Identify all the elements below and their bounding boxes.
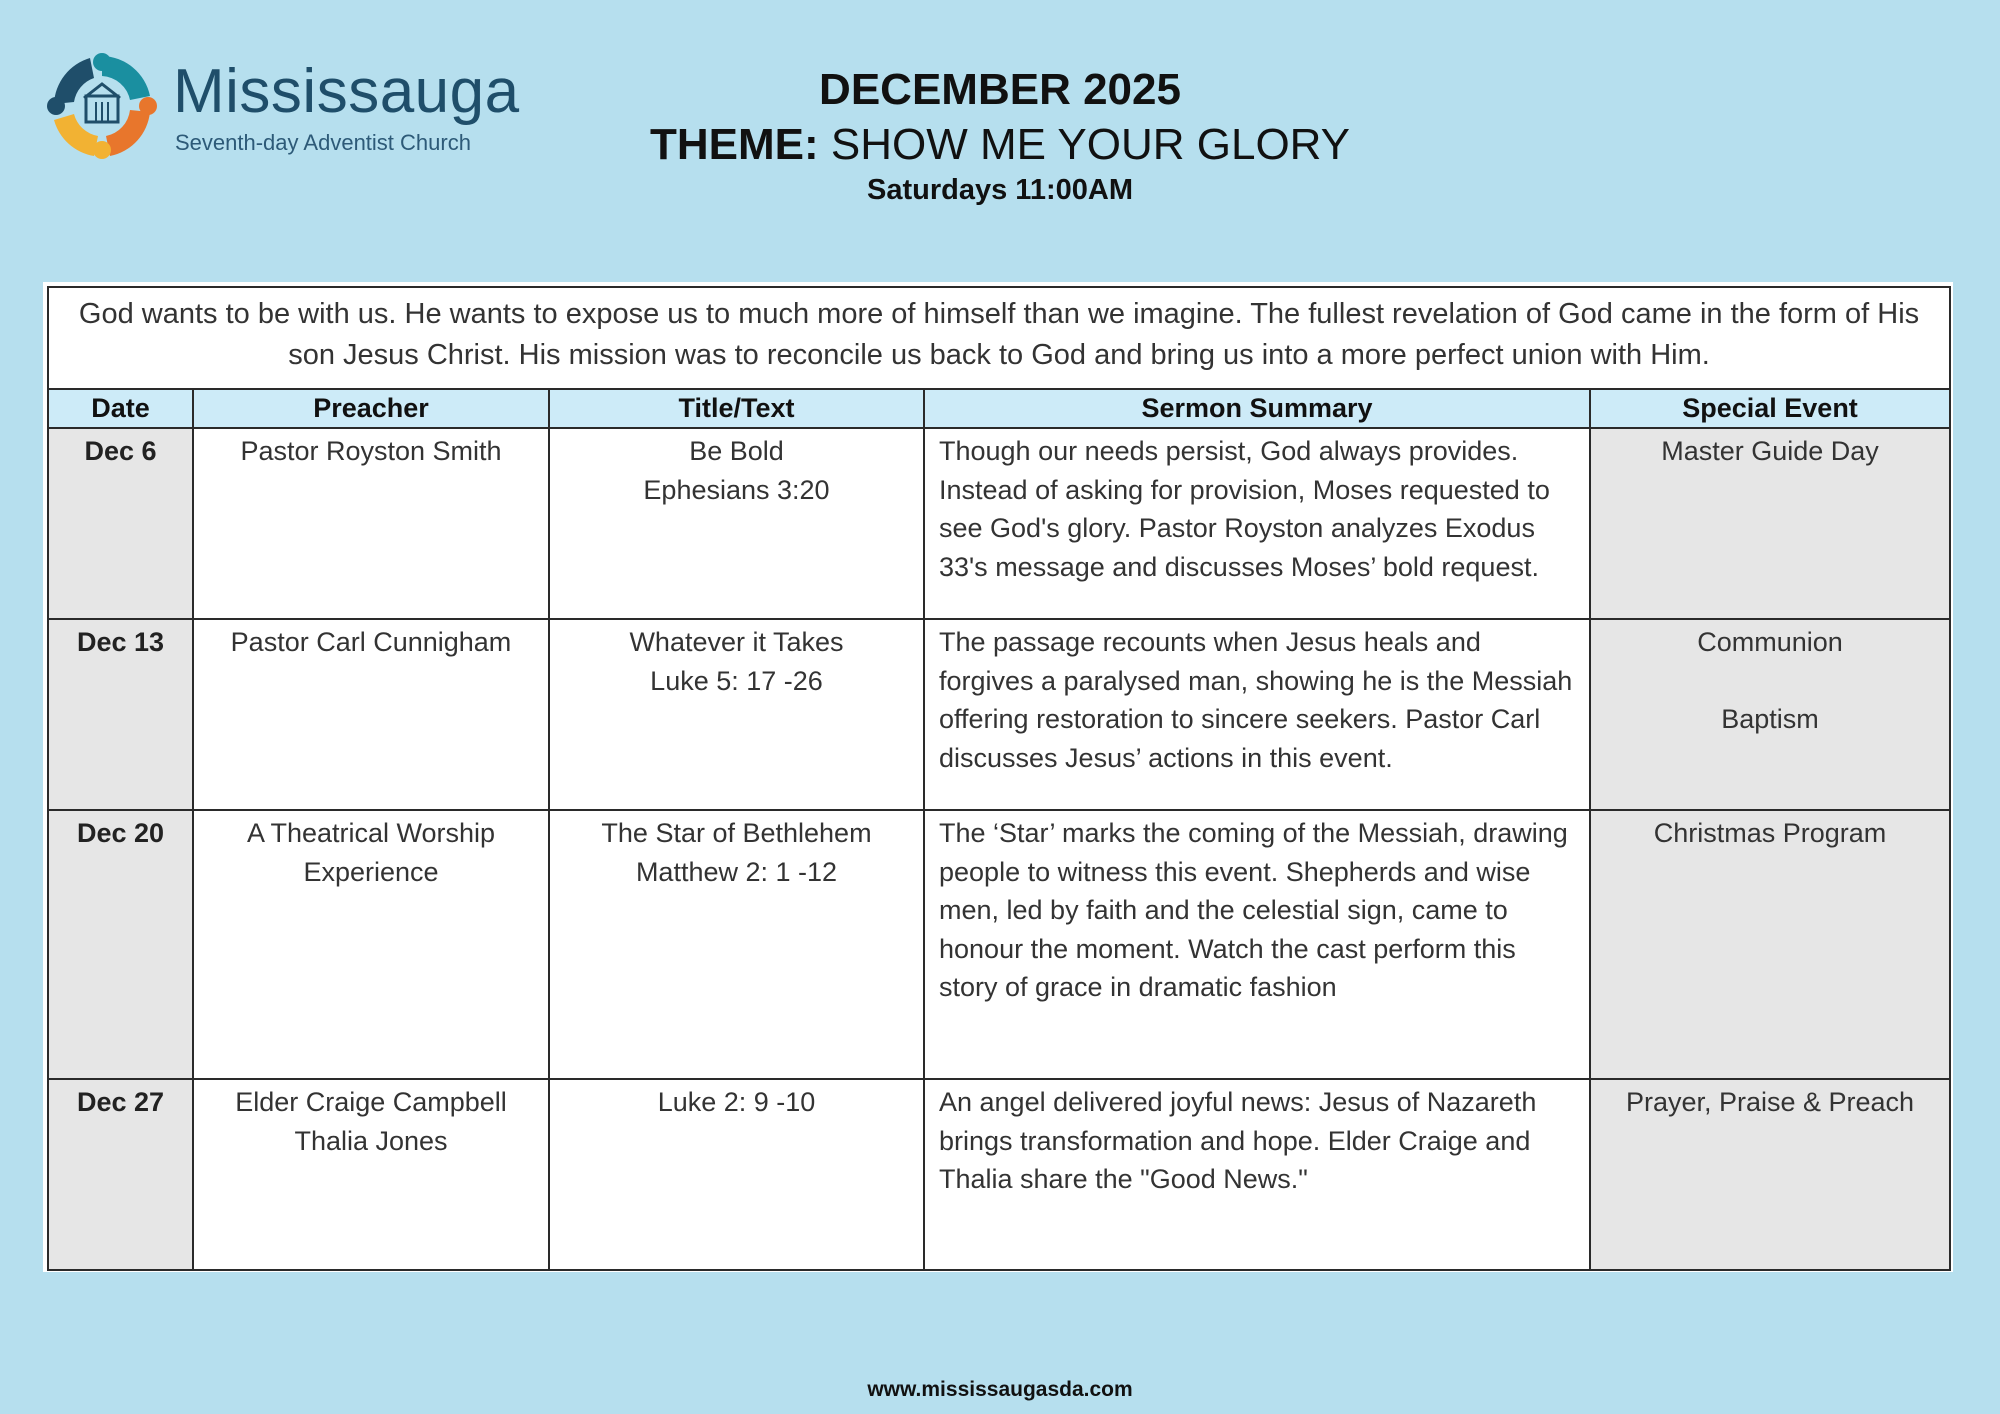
col-date: Date [48,389,193,428]
theme-text: SHOW ME YOUR GLORY [830,120,1351,169]
scripture-ref: Ephesians 3:20 [643,474,830,505]
row-date: Dec 20 [48,810,193,1079]
row-event: Communion Baptism [1590,619,1950,810]
website-link[interactable]: www.mississaugasda.com [867,1378,1133,1401]
month-title: DECEMBER 2025 [819,65,1181,114]
theme-label: THEME: [649,120,819,169]
row-summary: Though our needs persist, God always provides. Instead of asking for provision, Moses requested to see God's glory. Pastor Royston analyzes Exodus 33's message and discusses Moses’ bold request. [924,428,1590,619]
row-title [549,1079,924,1270]
row-summary: The ‘Star’ marks the coming of the Messiah, drawing people to witness this event. Shepherds and wise men, led by faith and the celestial sign, came to honour the moment. Watch the cast perform this story of grace in dramatic fashion [924,810,1590,1079]
church-subtitle: Seventh-day Adventist Church [175,130,471,155]
sermon-title: Be Bold [689,436,784,466]
table-row [48,810,1950,1079]
table-row [48,619,1950,810]
sermon-title: Luke 2: 9 -10 [657,1087,816,1117]
sermon-schedule [43,282,1953,1272]
page-heading [560,62,1440,208]
church-logo-icon [46,50,158,162]
row-summary: An angel delivered joyful news: Jesus of Nazareth brings transformation and hope. Elder Craige and Thalia share the "Good News." [924,1079,1590,1270]
col-title: Title/Text [549,389,924,428]
row-title [549,619,924,810]
scripture-ref: Matthew 2: 1 -12 [635,856,838,887]
row-event: Christmas Program [1590,810,1950,1079]
church-logo [46,50,566,170]
row-date: Dec 27 [48,1079,193,1270]
col-summary: Sermon Summary [924,389,1590,428]
row-preacher: Pastor Royston Smith [193,428,549,619]
schedule-table [47,286,1951,1271]
row-date: Dec 6 [48,428,193,619]
service-time: Saturdays 11:00AM [867,174,1133,206]
row-title [549,810,924,1079]
row-title [549,428,924,619]
row-event: Master Guide Day [1590,428,1950,619]
table-row [48,428,1950,619]
row-date: Dec 13 [48,619,193,810]
table-row [48,1079,1950,1270]
col-preacher: Preacher [193,389,549,428]
col-event: Special Event [1590,389,1950,428]
theme-intro: God wants to be with us. He wants to expose us to much more of himself than we imagine. The fullest revelation of God came in the form of His son Jesus Christ. His mission was to reconcile us back to God and bring us into a more perfect union with Him. [48,287,1950,389]
sermon-title: The Star of Bethlehem [601,818,872,848]
theme-line [560,118,1440,172]
table-header-row [48,389,1950,428]
scripture-ref: Luke 5: 17 -26 [650,665,823,696]
sermon-title: Whatever it Takes [629,627,844,657]
row-preacher: Pastor Carl Cunnigham [193,619,549,810]
church-name: Mississauga [173,57,520,126]
row-preacher: Elder Craige Campbell Thalia Jones [193,1079,549,1270]
row-summary: The passage recounts when Jesus heals and forgives a paralysed man, showing he is the Messiah offering restoration to sincere seekers. Pastor Carl discusses Jesus’ actions in this event. [924,619,1590,810]
row-preacher: A Theatrical Worship Experience [193,810,549,1079]
row-event: Prayer, Praise & Preach [1590,1079,1950,1270]
